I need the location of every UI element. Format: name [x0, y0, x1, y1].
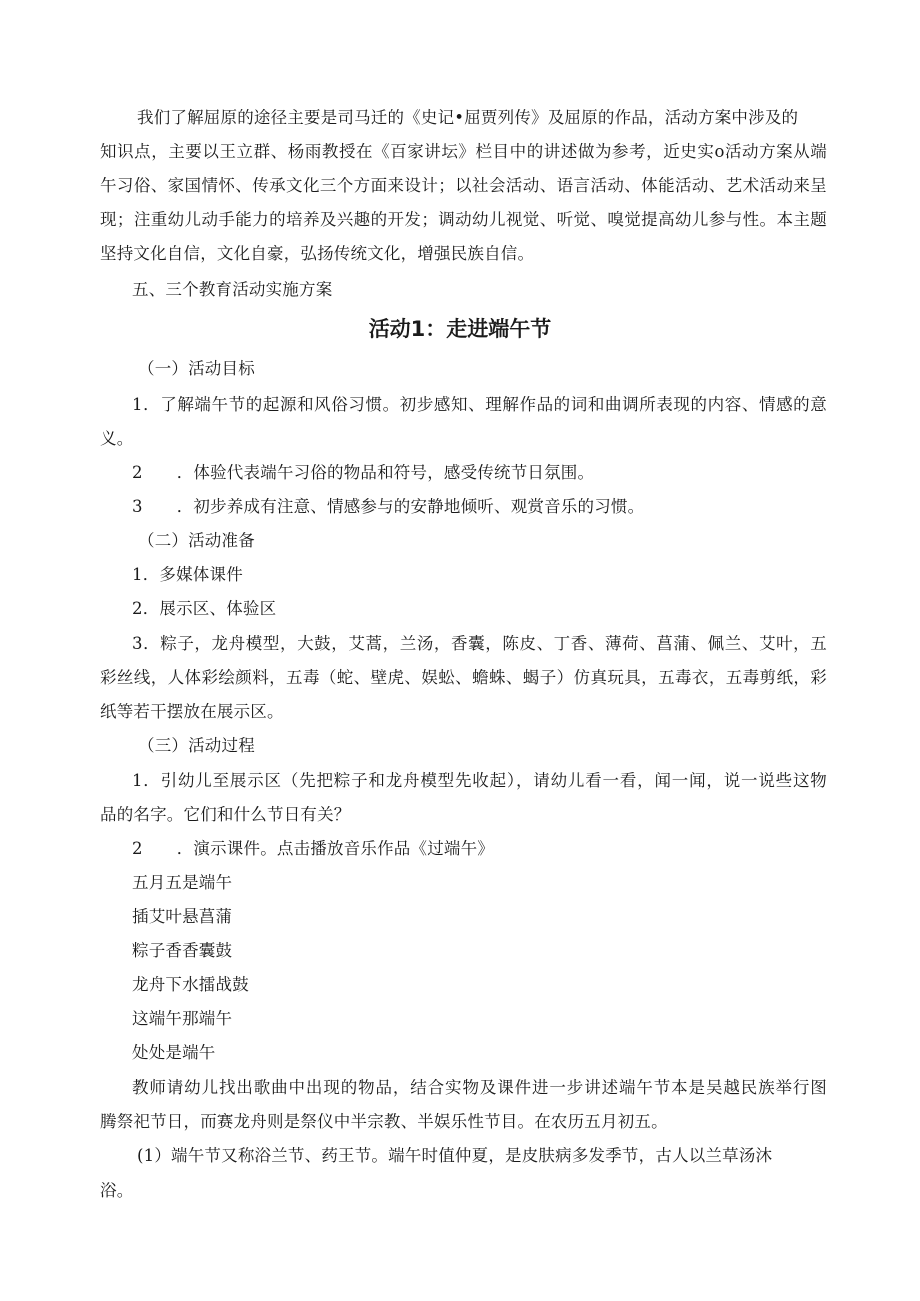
lyric-line-3: 粽子香香囊鼓	[132, 941, 233, 960]
note-1-line-1: (1）端午节又称浴兰节、药王节。端午时值仲夏，是皮肤病多发季节，古人以兰草汤沐	[137, 1146, 773, 1165]
intro-line-1: 我们了解屈原的途径主要是司马迁的《史记•屈贾列传》及屈原的作品，活动方案中涉及的	[137, 108, 799, 127]
prep-heading: （二）活动准备	[138, 531, 255, 550]
prep-item-3-line-1: 3．粽子，龙舟模型，大鼓，艾蒿，兰汤，香囊，陈皮、丁香、薄荷、菖蒲、佩兰、艾叶，五	[132, 634, 827, 653]
goal-3-number: 3	[132, 497, 143, 516]
goal-2-number: 2	[132, 463, 143, 482]
section-heading: 五、三个教育活动实施方案	[132, 280, 333, 299]
process-item-1-line-2: 品的名字。它们和什么节日有关？	[100, 805, 351, 824]
goal-1-line-2: 义。	[100, 429, 134, 448]
intro-line-3: 午习俗、家国情怀、传承文化三个方面来设计；以社会活动、语言活动、体能活动、艺术活动来呈	[100, 176, 827, 195]
lyric-line-6: 处处是端午	[132, 1043, 216, 1062]
prep-item-1: 1．多媒体课件	[132, 565, 243, 584]
goal-3-text: ．初步养成有注意、情感参与的安静地倾听、观赏音乐的习惯。	[176, 497, 645, 516]
lyric-line-1: 五月五是端午	[132, 873, 233, 892]
process-heading: （三）活动过程	[138, 736, 255, 755]
lyric-line-2: 插艾叶悬菖蒲	[132, 907, 233, 926]
process-item-2-number: 2	[132, 839, 143, 858]
goals-heading: （一）活动目标	[138, 359, 255, 378]
process-item-1-line-1: 1．引幼儿至展示区（先把粽子和龙舟模型先收起），请幼儿看一看，闻一闻，说一说些这物	[132, 771, 827, 790]
intro-line-2: 知识点，主要以王立群、杨雨教授在《百家讲坛》栏目中的讲述做为参考，近史实o活动方案从端	[100, 142, 827, 161]
teacher-line-1: 教师请幼儿找出歌曲中出现的物品，结合实物及课件进一步讲述端午节本是吴越民族举行图	[132, 1078, 827, 1097]
intro-line-4: 现；注重幼儿动手能力的培养及兴趣的开发；调动幼儿视觉、听觉、嗅觉提高幼儿参与性。本主题	[100, 210, 827, 229]
lyric-line-5: 这端午那端午	[132, 1009, 233, 1028]
goal-2-text: ．体验代表端午习俗的物品和符号，感受传统节日氛围。	[176, 463, 595, 482]
lyric-line-4: 龙舟下水擂战鼓	[132, 975, 249, 994]
teacher-line-2: 腾祭祀节日，而赛龙舟则是祭仪中半宗教、半娱乐性节目。在农历五月初五。	[100, 1112, 668, 1131]
process-item-2-text: ．演示课件。点击播放音乐作品《过端午》	[176, 839, 495, 858]
prep-item-3-line-3: 纸等若干摆放在展示区。	[100, 702, 284, 721]
goal-2	[132, 462, 594, 484]
process-item-2	[132, 838, 494, 860]
activity-title: 活动1：走进端午节	[368, 317, 552, 341]
prep-item-3-line-2: 彩丝线，人体彩绘颜料，五毒（蛇、壁虎、娱蚣、蟾蛛、蝎子）仿真玩具，五毒衣，五毒剪纸，彩	[100, 668, 827, 687]
prep-item-2: 2．展示区、体验区	[132, 599, 277, 618]
intro-line-5: 坚持文化自信，文化自豪，弘扬传统文化，增强民族自信。	[100, 244, 535, 263]
goal-1-line-1: 1．了解端午节的起源和风俗习惯。初步感知、理解作品的词和曲调所表现的内容、情感的意	[132, 395, 827, 414]
goal-3	[132, 496, 644, 518]
note-1-line-2: 浴。	[100, 1181, 134, 1200]
